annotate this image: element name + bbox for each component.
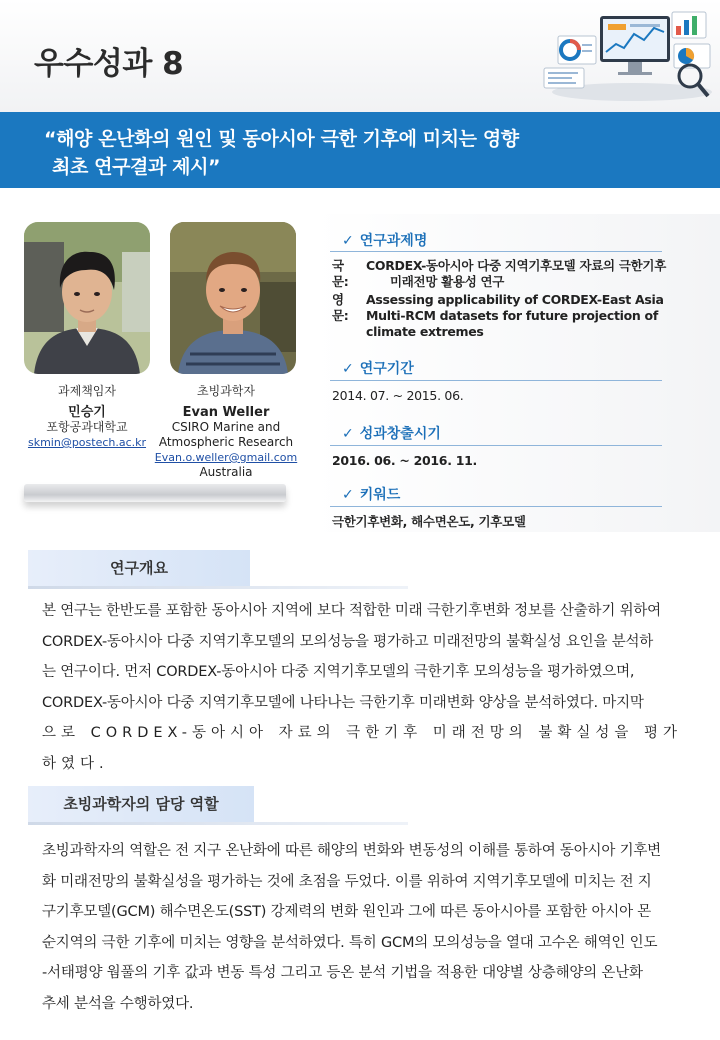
vs-email-link[interactable]: Evan.o.weller@gmail.com (154, 451, 298, 464)
overview-line: 는 연구이다. 먼저 CORDEX-동아시아 다중 지역기후모델의 극한기후 모의성능을 평가하였으며, (42, 664, 635, 680)
headline-banner (0, 112, 720, 188)
english-title-line-3: climate extremes (366, 324, 484, 339)
headline-line-1: “해양 온난화의 원인 및 동아시아 극한 기후에 미치는 영향 (44, 128, 519, 150)
pi-affiliation: 포항공과대학교 (46, 420, 128, 434)
check-icon: ✓ (342, 233, 354, 249)
overview-line: CORDEX-동아시아 다중 지역기후모델의 모의성능을 평가하고 미래전망의 불확실성 요인을 분석하 (42, 633, 654, 650)
divider (330, 445, 662, 446)
dashboard-illustration-icon (540, 6, 715, 106)
english-title-line-1: Assessing applicability of CORDEX-East Asia (366, 292, 664, 307)
english-label: 영문: (332, 292, 349, 323)
headline-line-2: 최초 연구결과 제시” (52, 156, 221, 178)
divider (330, 506, 662, 507)
outcome-period-heading: ✓ 성과창출시기 (342, 426, 441, 442)
role-line: -서태평양 웜풀의 기후 값과 변동 특성 그리고 등온 분석 기법을 적용한 대양별 상층해양의 온난화 (42, 965, 643, 981)
pi-email-link[interactable]: skmin@postech.ac.kr (27, 436, 147, 449)
section-underline (28, 586, 408, 589)
project-title-heading: ✓ 연구과제명 (342, 233, 428, 249)
overview-heading: 연구개요 (28, 550, 250, 586)
divider (330, 380, 662, 381)
section-underline (28, 822, 408, 825)
vs-role: 초빙과학자 (197, 384, 255, 398)
role-line: 추세 분석을 수행하였다. (42, 995, 194, 1012)
visiting-scientist-caption (152, 384, 300, 480)
divider (330, 251, 662, 252)
english-title-line-2: Multi-RCM datasets for future projection of (366, 308, 658, 323)
check-icon: ✓ (342, 426, 354, 442)
role-line: 순지역의 극한 기후에 미치는 영향을 분석하였다. 특히 GCM의 모의성능을 열대 고수온 해역인 인도 (42, 934, 658, 951)
vs-country: Australia (199, 465, 253, 479)
keyword-heading: ✓ 키워드 (342, 487, 401, 503)
overview-line: 으로 CORDEX-동아시아 자료의 극한기후 미래전망의 불확실성을 평가하였다. (42, 725, 682, 772)
page-header (0, 0, 720, 112)
pi-name: 민승기 (68, 405, 106, 420)
keyword-value: 극한기후변화, 해수면온도, 기후모델 (332, 514, 526, 529)
role-paragraph (42, 836, 682, 1019)
role-line: 구기후모델(GCM) 해수면온도(SST) 강제력의 변화 원인과 그에 따른 동아시아를 포함한 아시아 몬 (42, 904, 652, 920)
page-title: 우수성과 8 (34, 46, 184, 82)
role-line: 초빙과학자의 역할은 전 지구 온난화에 따른 해양의 변화와 변동성의 이해를 통하여 동아시아 기후변 (42, 843, 661, 859)
pi-caption (14, 384, 160, 450)
vs-affiliation-line-2: Atmospheric Research (158, 435, 294, 449)
vs-affiliation-line-1: CSIRO Marine and (171, 420, 281, 434)
vs-name: Evan Weller (182, 405, 270, 420)
research-period-value: 2014. 07. ~ 2015. 06. (332, 388, 464, 403)
photo-shelf-divider (24, 484, 286, 502)
check-icon: ✓ (342, 361, 354, 377)
principal-investigator-photo (24, 222, 150, 374)
research-period-heading: ✓ 연구기간 (342, 361, 414, 377)
korean-label: 국문: (332, 258, 349, 289)
outcome-period-value: 2016. 06. ~ 2016. 11. (332, 453, 477, 468)
role-heading: 초빙과학자의 담당 역할 (28, 786, 254, 822)
role-line: 화 미래전망의 불확실성을 평가하는 것에 초점을 두었다. 이를 위하여 지역기후모델에 미치는 전 지 (42, 873, 652, 890)
overview-paragraph (42, 596, 682, 779)
korean-title-line-2: 미래전망 활용성 연구 (390, 274, 505, 289)
overview-line: CORDEX-동아시아 다중 지역기후모델에 나타나는 극한기후 미래변화 양상을 분석하였다. 마지막 (42, 694, 644, 711)
korean-title-line-1: CORDEX-동아시아 다중 지역기후모델 자료의 극한기후 (366, 258, 666, 273)
check-icon: ✓ (342, 487, 354, 503)
visiting-scientist-photo (170, 222, 296, 374)
overview-line: 본 연구는 한반도를 포함한 동아시아 지역에 보다 적합한 미래 극한기후변화 정보를 산출하기 위하여 (42, 603, 661, 619)
pi-role: 과제책임자 (58, 384, 116, 398)
